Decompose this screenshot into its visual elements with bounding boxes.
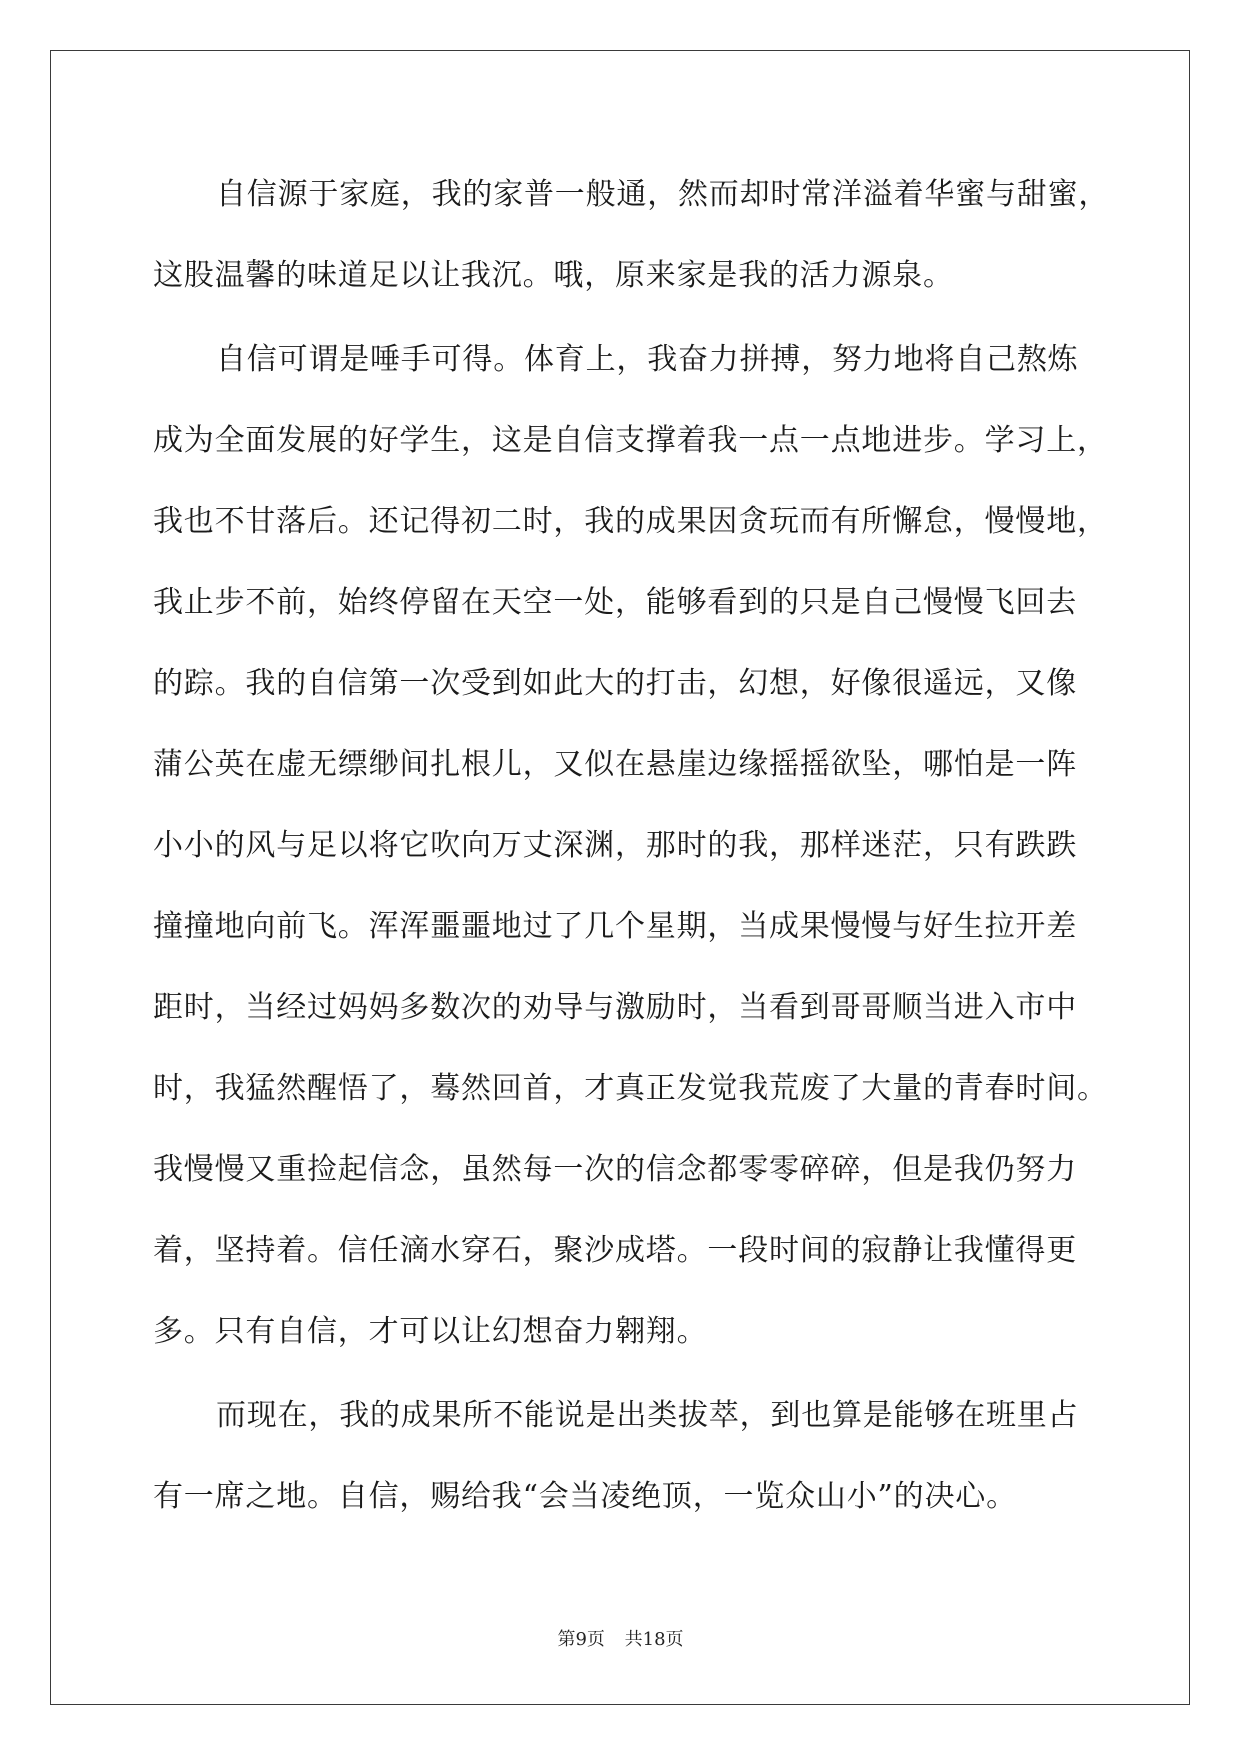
paragraph-line: 我慢慢又重捡起信念，虽然每一次的信念都零零碎碎，但是我仍努力 (153, 1152, 1077, 1187)
paragraph-line: 自信可谓是唾手可得。体育上，我奋力拼搏，努力地将自己熬炼 (216, 342, 1079, 377)
paragraph-line: 有一席之地。自信，赐给我“会当凌绝顶，一览众山小”的决心。 (153, 1479, 1017, 1514)
paragraph-line: 小小的风与足以将它吹向万丈深渊，那时的我，那样迷茫，只有跌跌 (153, 828, 1077, 863)
paragraph-3 (153, 1375, 1133, 1537)
paragraph-2 (153, 319, 1133, 1372)
paragraph-line: 时，我猛然醒悟了，蓦然回首，才真正发觉我荒废了大量的青春时间。 (153, 1071, 1108, 1106)
paragraph-line: 自信源于家庭，我的家普一般通，然而却时常洋溢着华蜜与甜蜜， (216, 177, 1110, 212)
paragraph-line: 撞撞地向前飞。浑浑噩噩地过了几个星期，当成果慢慢与好生拉开差 (153, 909, 1077, 944)
document-body (153, 154, 1133, 1540)
paragraph-line: 这股温馨的味道足以让我沉。哦，原来家是我的活力源泉。 (153, 258, 954, 293)
paragraph-line: 的踪。我的自信第一次受到如此大的打击，幻想，好像很遥远，又像 (153, 666, 1077, 701)
paragraph-line: 而现在，我的成果所不能说是出类拔萃，到也算是能够在班里占 (216, 1398, 1079, 1433)
paragraph-line: 着，坚持着。信任滴水穿石，聚沙成塔。一段时间的寂静让我懂得更 (153, 1233, 1077, 1268)
paragraph-line: 多。只有自信，才可以让幻想奋力翱翔。 (153, 1314, 708, 1349)
paragraph-line: 我止步不前，始终停留在天空一处，能够看到的只是自己慢慢飞回去 (153, 585, 1077, 620)
page-number-footer: 第9页 共18页 (557, 1629, 684, 1650)
paragraph-line: 成为全面发展的好学生，这是自信支撑着我一点一点地进步。学习上， (153, 423, 1108, 458)
paragraph-line: 蒲公英在虚无缥缈间扎根儿，又似在悬崖边缘摇摇欲坠，哪怕是一阵 (153, 747, 1077, 782)
paragraph-line: 我也不甘落后。还记得初二时，我的成果因贪玩而有所懈怠，慢慢地， (153, 504, 1108, 539)
paragraph-line: 距时，当经过妈妈多数次的劝导与激励时，当看到哥哥顺当进入市中 (153, 990, 1077, 1025)
paragraph-1 (153, 154, 1133, 316)
